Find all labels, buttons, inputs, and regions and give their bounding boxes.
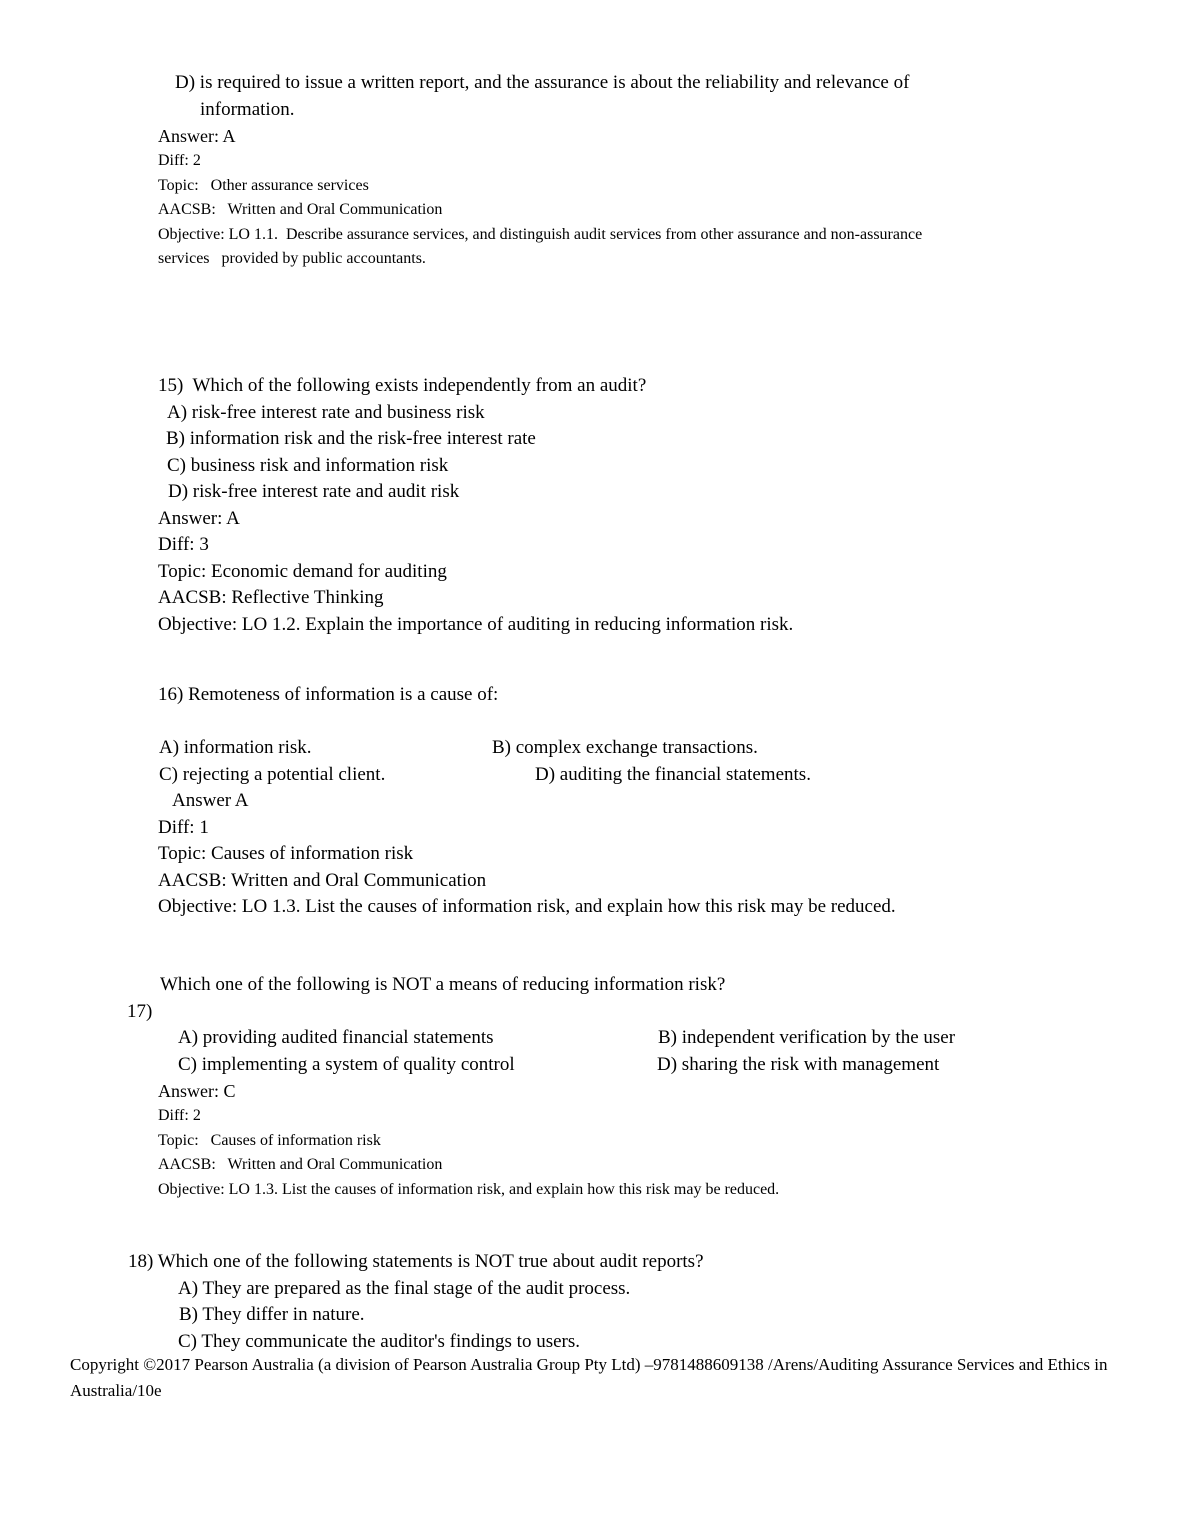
- objective-line: Objective: LO 1.3. List the causes of information risk, and explain how this risk may be reduced.: [158, 1180, 780, 1198]
- question-15-option-a: A) risk-free interest rate and business risk: [167, 401, 485, 423]
- question-17-option-d: D) sharing the risk with management: [657, 1053, 940, 1075]
- aacsb-line: AACSB: Reflective Thinking: [158, 587, 384, 608]
- question-15-text: 15) Which of the following exists independently from an audit?: [158, 375, 647, 396]
- objective-line: Objective: LO 1.2. Explain the importance of auditing in reducing information risk.: [158, 613, 794, 635]
- question-17-number: 17): [127, 1000, 153, 1022]
- question-18: [0, 1249, 1190, 1355]
- topic-line: Topic: Causes of information risk: [158, 1131, 381, 1149]
- answer-line: Answer: A: [158, 507, 240, 529]
- answer-line: Answer: C: [158, 1081, 236, 1101]
- question-15-option-c: C) business risk and information risk: [167, 454, 449, 476]
- copyright-line1: Copyright ©2017 Pearson Australia (a division of Pearson Australia Group Pty Ltd) –9781488609138 /Arens/Auditing Assurance Services and Ethics in: [70, 1355, 1108, 1374]
- diff-line: Diff: 1: [158, 816, 209, 838]
- question-16-options-row1: [0, 735, 1190, 762]
- question-15: [0, 373, 1190, 638]
- aacsb-line: AACSB: Written and Oral Communication: [158, 201, 443, 218]
- question-17-option-c: C) implementing a system of quality control: [178, 1053, 515, 1075]
- topic-line: Topic: Other assurance services: [158, 176, 369, 194]
- question-15-option-b: B) information risk and the risk-free interest rate: [166, 428, 536, 449]
- copyright-line2: Australia/10e: [70, 1381, 162, 1400]
- option-d-line2: information.: [200, 98, 295, 120]
- question-16-options-row2: [0, 762, 1190, 789]
- answer-line: Answer A: [172, 790, 249, 811]
- objective-line: Objective: LO 1.3. List the causes of information risk, and explain how this risk may be reduced.: [158, 896, 896, 917]
- question-17-option-b: B) independent verification by the user: [658, 1027, 956, 1048]
- question-16-text: 16) Remoteness of information is a cause of:: [158, 684, 499, 705]
- option-d-line1: D) is required to issue a written report, and the assurance is about the reliability and relevance of: [175, 72, 910, 93]
- question-18-option-b: B) They differ in nature.: [179, 1304, 365, 1325]
- topic-line: Topic: Economic demand for auditing: [158, 560, 447, 582]
- diff-line: Diff: 3: [158, 534, 209, 555]
- question-16-option-a: A) information risk.: [159, 737, 312, 758]
- question-17-text: Which one of the following is NOT a means of reducing information risk?: [160, 974, 726, 995]
- question-18-text: 18) Which one of the following statements is NOT true about audit reports?: [128, 1251, 704, 1272]
- question-17-option-a: A) providing audited financial statements: [178, 1027, 494, 1048]
- question-16: [0, 682, 1190, 921]
- page-footer: [0, 1352, 1190, 1404]
- question-17-options-row2: [0, 1052, 1190, 1079]
- aacsb-line: AACSB: Written and Oral Communication: [158, 869, 487, 891]
- question-18-option-c: C) They communicate the auditor's findings to users.: [178, 1330, 580, 1352]
- aacsb-line: AACSB: Written and Oral Communication: [158, 1156, 443, 1173]
- objective-line1: Objective: LO 1.1. Describe assurance services, and distinguish audit services from other assurance and non-assurance: [158, 225, 923, 243]
- question-16-option-b: B) complex exchange transactions.: [492, 737, 758, 758]
- question-15-option-d: D) risk-free interest rate and audit risk: [168, 481, 460, 502]
- diff-line: Diff: 2: [158, 1107, 201, 1124]
- topic-line: Topic: Causes of information risk: [158, 843, 414, 864]
- objective-line2: services provided by public accountants.: [158, 250, 426, 267]
- question-16-option-c: C) rejecting a potential client.: [159, 763, 386, 785]
- question-16-option-d: D) auditing the financial statements.: [535, 763, 811, 785]
- diff-line: Diff: 2: [158, 152, 201, 169]
- question-17: [0, 972, 1190, 1202]
- question-18-option-a: A) They are prepared as the final stage of the audit process.: [178, 1277, 631, 1299]
- blank-line: [0, 709, 1190, 736]
- previous-question-tail: [0, 70, 1190, 272]
- answer-line: Answer: A: [158, 126, 236, 146]
- question-17-options-row1: [0, 1025, 1190, 1052]
